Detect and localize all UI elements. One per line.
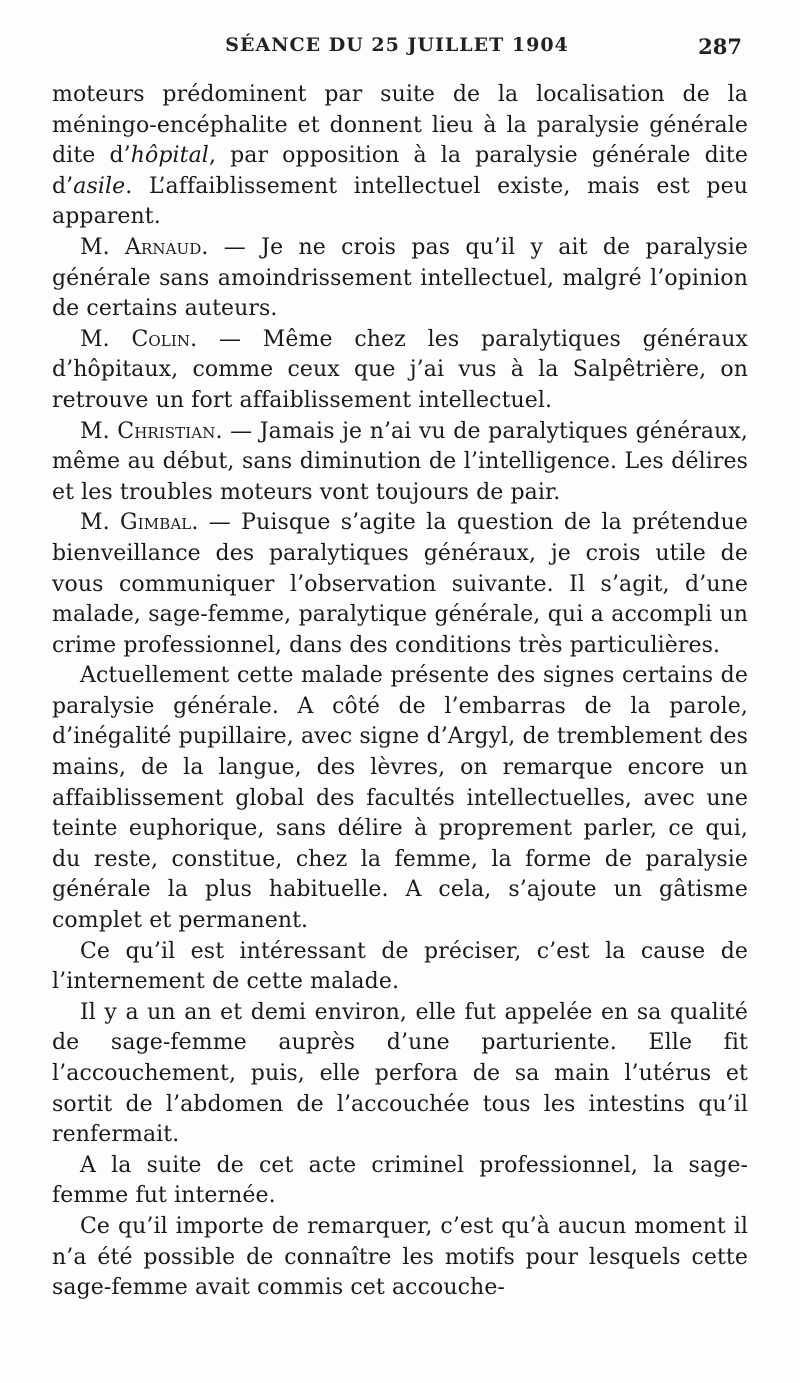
paragraph <box>52 661 748 936</box>
text-run: Il y a un an et demi environ, elle fut appelée en sa qualité de sage-femme auprès d’une parturiente. Elle fit l’accouchement, puis, elle perfora de sa main l’utérus et sortit de l’abdomen de l’accouchée tous les intestins qu’il renfermait. <box>52 999 748 1148</box>
paragraph <box>52 80 748 233</box>
text-run: Actuellement cette malade présente des signes certains de paralysie générale. A côté de l’embarras de la parole, d’inégalité pupillaire, avec signe d’Argyl, de tremblement des mains, de la langue, des lèvres, on remarque encore un affaiblissement global des facultés intellectuelles, avec une teinte euphorique, sans délire à proprement parler, ce qui, du reste, constitue, chez la femme, la forme de paralysie générale la plus habituelle. A cela, s’ajoute un gâtisme complet et permanent. <box>52 663 748 934</box>
body-text <box>52 80 748 1304</box>
text-run: — Même chez les paralytiques généraux d’hôpitaux, comme ceux que j’ai vus à la Salpêtrière, on retrouve un fort affaiblissement intellectuel. <box>52 326 748 413</box>
text-run: A la suite de cet acte criminel professionnel, la sage-femme fut internée. <box>52 1152 748 1209</box>
italic-term: asile <box>73 173 126 199</box>
paragraph <box>52 998 748 1151</box>
text-run: moteurs prédominent par suite de la localisation de la méningo-encéphalite et donnent lieu à la paralysie générale dite <box>52 82 748 169</box>
text-run: , par opposition à la paralysie générale dite <box>208 143 748 169</box>
paragraph <box>52 508 748 661</box>
paragraph <box>52 233 748 325</box>
speaker-name: M. Arnaud. <box>80 234 209 260</box>
running-title: SÉANCE DU 25 JUILLET 1904 <box>225 34 569 56</box>
paragraph <box>52 417 748 509</box>
text-run: . L’affaiblissement intellectuel existe, mais est peu apparent. <box>52 173 748 230</box>
text-run: — Puisque s’agite la question de la prétendue bienveillance des paralytiques généraux, je crois utile de vous communiquer l’observation suivante. Il s’agit, d’une malade, sage-femme, paralytique générale, qui a accompli un crime professionnel, dans des conditions très particulières. <box>52 510 748 658</box>
text-run: d’ <box>52 173 74 199</box>
text-run: Ce qu’il importe de remarquer, c’est qu’à aucun moment il n’a été possible de connaître les motifs pour lesquels cette sage-femme avait commis cet accouche- <box>52 1213 748 1301</box>
speaker-name: M. Colin. <box>80 326 198 352</box>
text-run: Ce qu’il est intéressant de préciser, c’est la cause de l’internement de cette malade. <box>52 938 748 995</box>
text-run: d’ <box>109 143 131 169</box>
running-head <box>52 34 742 64</box>
paragraph <box>52 325 748 417</box>
paragraph <box>52 1212 748 1304</box>
text-run: — Jamais je n’ai vu de paralytiques généraux, même au début, sans diminution de l’intelligence. Les délires et les troubles moteurs vont toujours de pair. <box>52 418 749 505</box>
paragraph <box>52 1151 748 1212</box>
speaker-name: M. Christian. <box>80 418 223 444</box>
italic-term: hôpital <box>130 143 209 169</box>
paragraph <box>52 937 748 998</box>
speaker-name: M. Gimbal. <box>80 510 199 536</box>
text-run: — Je ne crois pas qu’il y ait de paralysie générale sans amoindrissement intellectuel, malgré l’opinion de certains auteurs. <box>52 234 748 322</box>
page-number: 287 <box>698 34 742 59</box>
